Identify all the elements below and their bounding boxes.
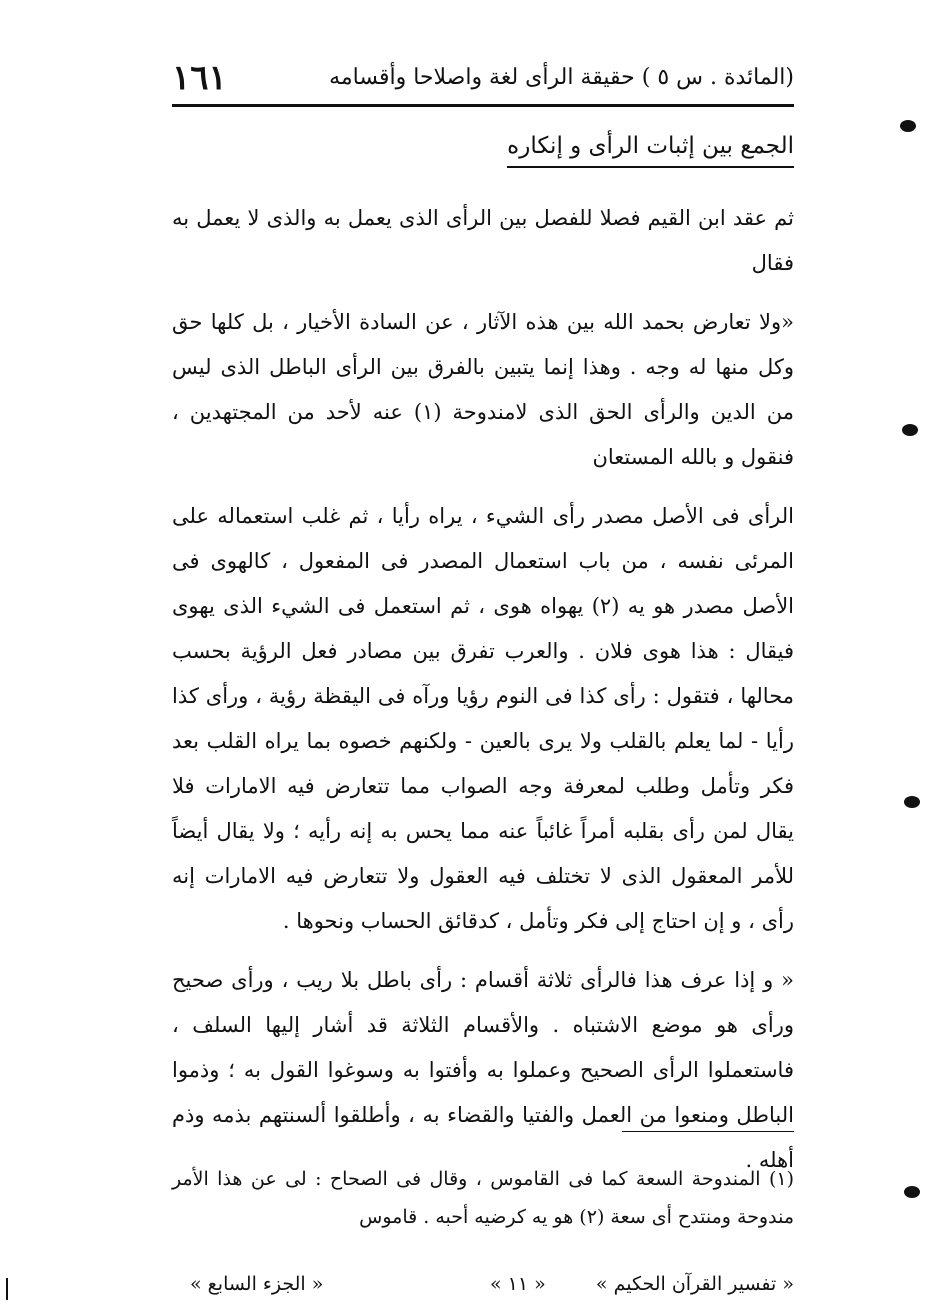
margin-mark-icon <box>904 796 920 808</box>
footer-book-title: « تفسير القرآن الحكيم » <box>595 1273 794 1295</box>
page-number: ١٦١ <box>172 58 227 98</box>
footnote-rule <box>622 1131 794 1132</box>
header-rule <box>172 104 794 107</box>
paragraph-2: «ولا تعارض بحمد الله بين هذه الآثار ، عن السادة الأخيار ، بل كلها حق وكل منها له وجه . وهذا إنما يتبين بالفرق بين الرأى الباطل الذى ليس من الدين والرأى الحق الذى لامندوحة (١) عنه لأحد من المجتهدين ، فنقول و بالله المستعان <box>172 310 794 469</box>
page-header <box>172 58 794 102</box>
scan-edge-mark <box>6 1278 8 1300</box>
footnote-1: (١) المندوحة السعة كما فى القاموس ، وقال فى الصحاح : لى عن هذا الأمر مندوحة ومنتدح أى سعة (٢) هو يه كرضيه أحبه . قاموس <box>172 1168 794 1228</box>
footer-signature: « ١١ » <box>490 1273 546 1295</box>
footer-part: « الجزء السابع » <box>190 1273 324 1295</box>
section-heading: الجمع بين إثبات الرأى و إنكاره <box>507 128 794 168</box>
paragraph-1: ثم عقد ابن القيم فصلا للفصل بين الرأى الذى يعمل به والذى لا يعمل به فقال <box>172 206 794 275</box>
body-text <box>172 196 794 1197</box>
running-title: (المائدة . س ٥ ) حقيقة الرأى لغة واصلاحا وأقسامه <box>329 65 794 90</box>
paragraph-4: « و إذا عرف هذا فالرأى ثلاثة أقسام : رأى باطل بلا ريب ، ورأى صحيح ورأى هو موضع الاشتباه . والأقسام الثلاثة قد أشار إليها السلف ، فاستعملوا الرأى الصحيح وعملوا به وأفتوا به وسوغوا القول به ؛ وذموا الباطل ومنعوا من العمل والفتيا والقضاء به ، وأطلقوا ألسنتهم بذمه وذم أهله . <box>172 968 794 1172</box>
footnotes <box>172 1160 794 1236</box>
margin-mark-icon <box>900 120 916 132</box>
margin-mark-icon <box>904 1186 920 1198</box>
page-footer <box>190 1268 794 1300</box>
margin-mark-icon <box>902 424 918 436</box>
paragraph-3: الرأى فى الأصل مصدر رأى الشيء ، يراه رأيا ، ثم غلب استعماله على المرئى نفسه ، من باب استعمال المصدر فى المفعول ، كالهوى فى الأصل مصدر هو يه (٢) يهواه هوى ، ثم استعمل فى الشيء الذى يهوى فيقال : هذا هوى فلان . والعرب تفرق بين مصادر فعل الرؤية بحسب محالها ، فتقول : رأى كذا فى النوم رؤيا ورآه فى اليقظة رؤية ، ورأى كذا رأيا - لما يعلم بالقلب ولا يرى بالعين - ولكنهم خصوه بما يراه القلب بعد فكر وتأمل وطلب لمعرفة وجه الصواب مما تتعارض فيه الامارات فلا يقال لمن رأى بقلبه أمراً غائباً عنه مما يحس به إنه رأيه ؛ ولا يقال أيضاً للأمر المعقول الذى لا تختلف فيه العقول ولا تتعارض فيه الامارات إنه رأى ، و إن احتاج إلى فكر وتأمل ، كدقائق الحساب ونحوها . <box>172 504 794 933</box>
